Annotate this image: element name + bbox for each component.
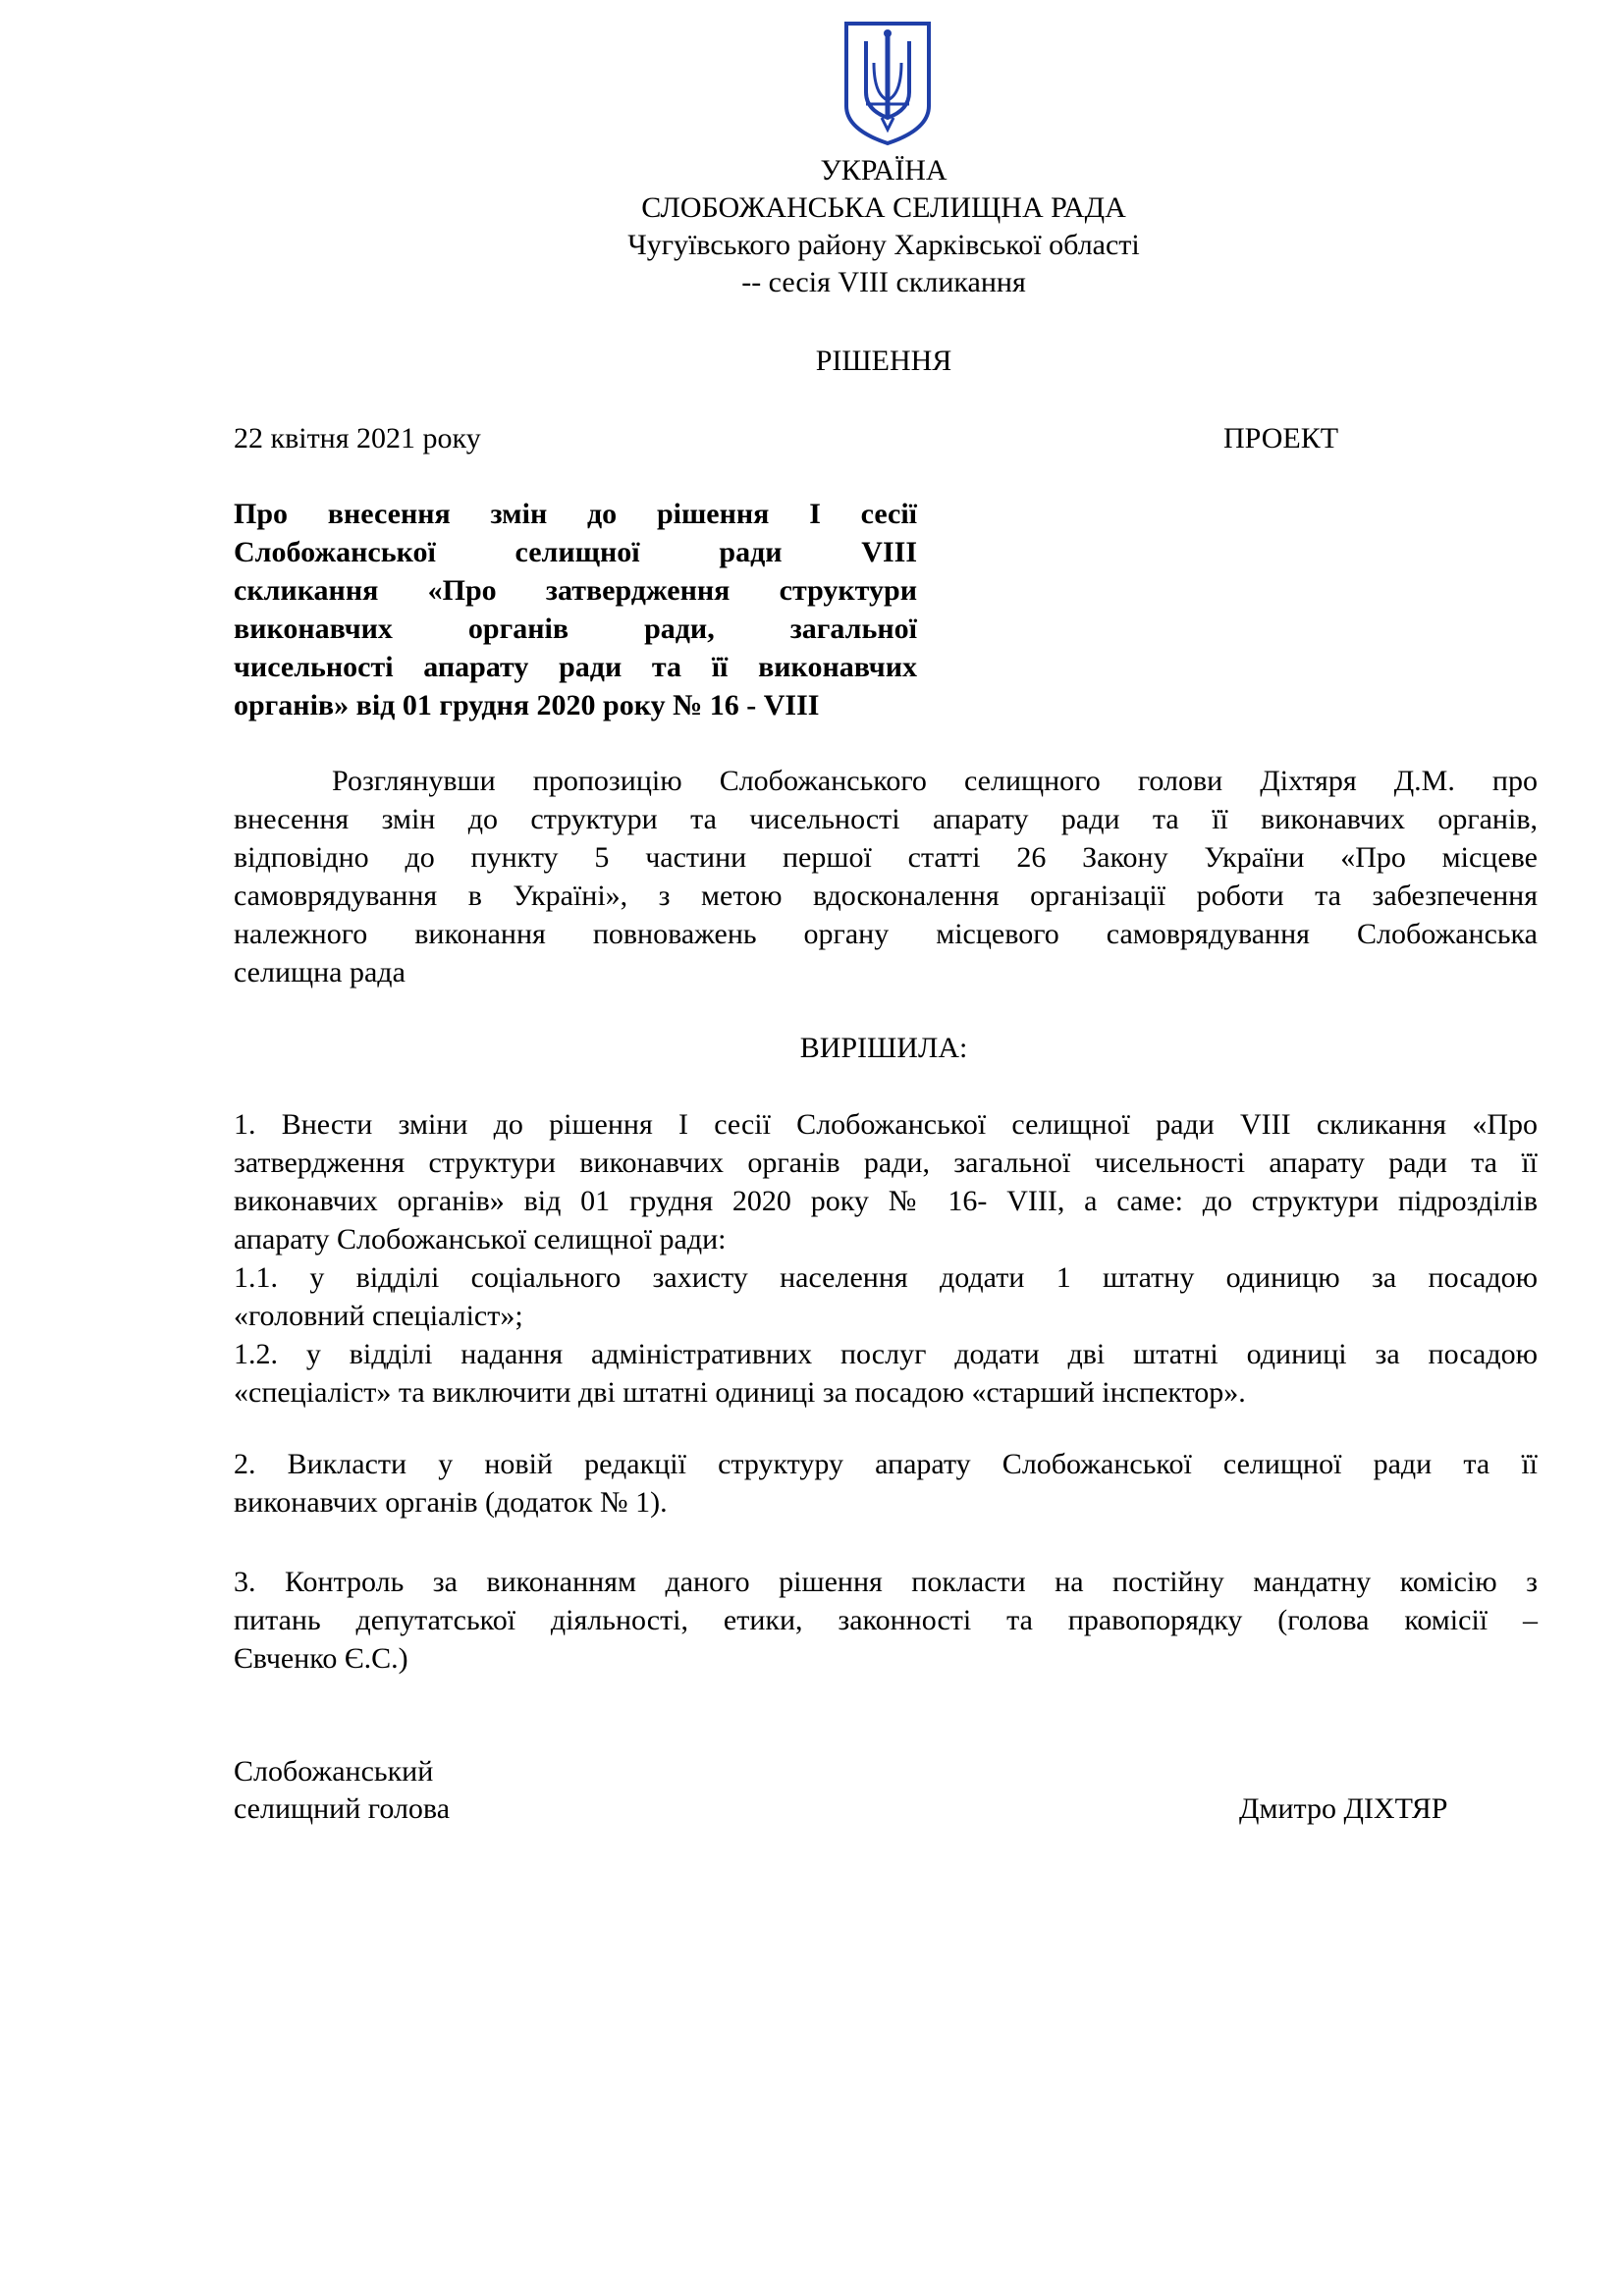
document-date: 22 квітня 2021 року <box>234 422 481 454</box>
subject-line: виконавчих органів ради, загальної <box>234 613 917 645</box>
decision-item-2 <box>234 1445 1538 1522</box>
decision-item-1 <box>234 1105 1538 1412</box>
preamble-line: селищна рада <box>234 956 406 988</box>
decided-heading: ВИРІШИЛА: <box>799 1032 968 1064</box>
item-line: 1.2. у відділі надання адміністративних послуг додати дві штатні одиниці за посадою <box>234 1338 1538 1370</box>
item-line: 1. Внести зміни до рішення І сесії Слобожанської селищної ради VIII скликання «Про <box>234 1108 1538 1141</box>
document-type-title: РІШЕННЯ <box>815 345 952 377</box>
preamble-paragraph <box>234 762 1538 991</box>
country-heading: УКРАЇНА <box>820 154 947 187</box>
decision-item-3 <box>234 1563 1538 1678</box>
subject-line: Про внесення змін до рішення І сесії <box>234 498 917 530</box>
district-heading: Чугуївського району Харківської області <box>627 229 1140 261</box>
item-line: 1.1. у відділі соціального захисту населення додати 1 штатну одиницю за посадою <box>234 1261 1538 1294</box>
preamble-line: Розглянувши пропозицію Слобожанського селищного голови Діхтяря Д.М. про <box>332 765 1538 797</box>
ukraine-coat-of-arms-icon <box>840 20 935 147</box>
item-line: «головний спеціаліст»; <box>234 1300 523 1332</box>
item-line: 3. Контроль за виконанням даного рішення покласти на постійну мандатну комісію з <box>234 1566 1538 1598</box>
signatory-title-line-2: селищний голова <box>234 1792 451 1825</box>
preamble-line: самоврядування в Україні», з метою вдосконалення організації роботи та забезпечення <box>234 880 1538 912</box>
item-line: виконавчих органів» від 01 грудня 2020 року № 16- VIII, а саме: до структури підрозділів <box>234 1185 1538 1217</box>
item-line: апарату Слобожанської селищної ради: <box>234 1223 727 1255</box>
subject-line: чисельності апарату ради та її виконавчих <box>234 651 917 683</box>
subject-line: органів» від 01 грудня 2020 року № 16 - VIII <box>234 689 820 721</box>
subject-line: скликання «Про затвердження структури <box>234 574 917 607</box>
council-heading: СЛОБОЖАНСЬКА СЕЛИЩНА РАДА <box>641 191 1126 224</box>
signatory-name: Дмитро ДІХТЯР <box>1239 1792 1448 1825</box>
signatory-title-line-1: Слобожанський <box>234 1755 434 1788</box>
preamble-line: внесення змін до структури та чисельності апарату ради та її виконавчих органів, <box>234 803 1538 835</box>
preamble-line: належного виконання повноважень органу місцевого самоврядування Слобожанська <box>234 918 1538 950</box>
subject-line: Слобожанської селищної ради VIII <box>234 536 917 568</box>
item-line: Євченко Є.С.) <box>234 1642 408 1675</box>
preamble-line: відповідно до пункту 5 частини першої статті 26 Закону України «Про місцеве <box>234 841 1538 874</box>
item-line: виконавчих органів (додаток № 1). <box>234 1486 668 1519</box>
item-line: 2. Викласти у новій редакції структуру апарату Слобожанської селищної ради та її <box>234 1448 1538 1480</box>
draft-status: ПРОЕКТ <box>1223 422 1339 454</box>
item-line: затвердження структури виконавчих органів ради, загальної чисельності апарату ради та її <box>234 1147 1538 1179</box>
item-line: «спеціаліст» та виключити дві штатні одиниці за посадою «старший інспектор». <box>234 1376 1246 1409</box>
item-line: питань депутатської діяльності, етики, законності та правопорядку (голова комісії – <box>234 1604 1538 1636</box>
document-subject <box>234 495 917 724</box>
session-heading: -- сесія VIII скликання <box>741 266 1026 298</box>
